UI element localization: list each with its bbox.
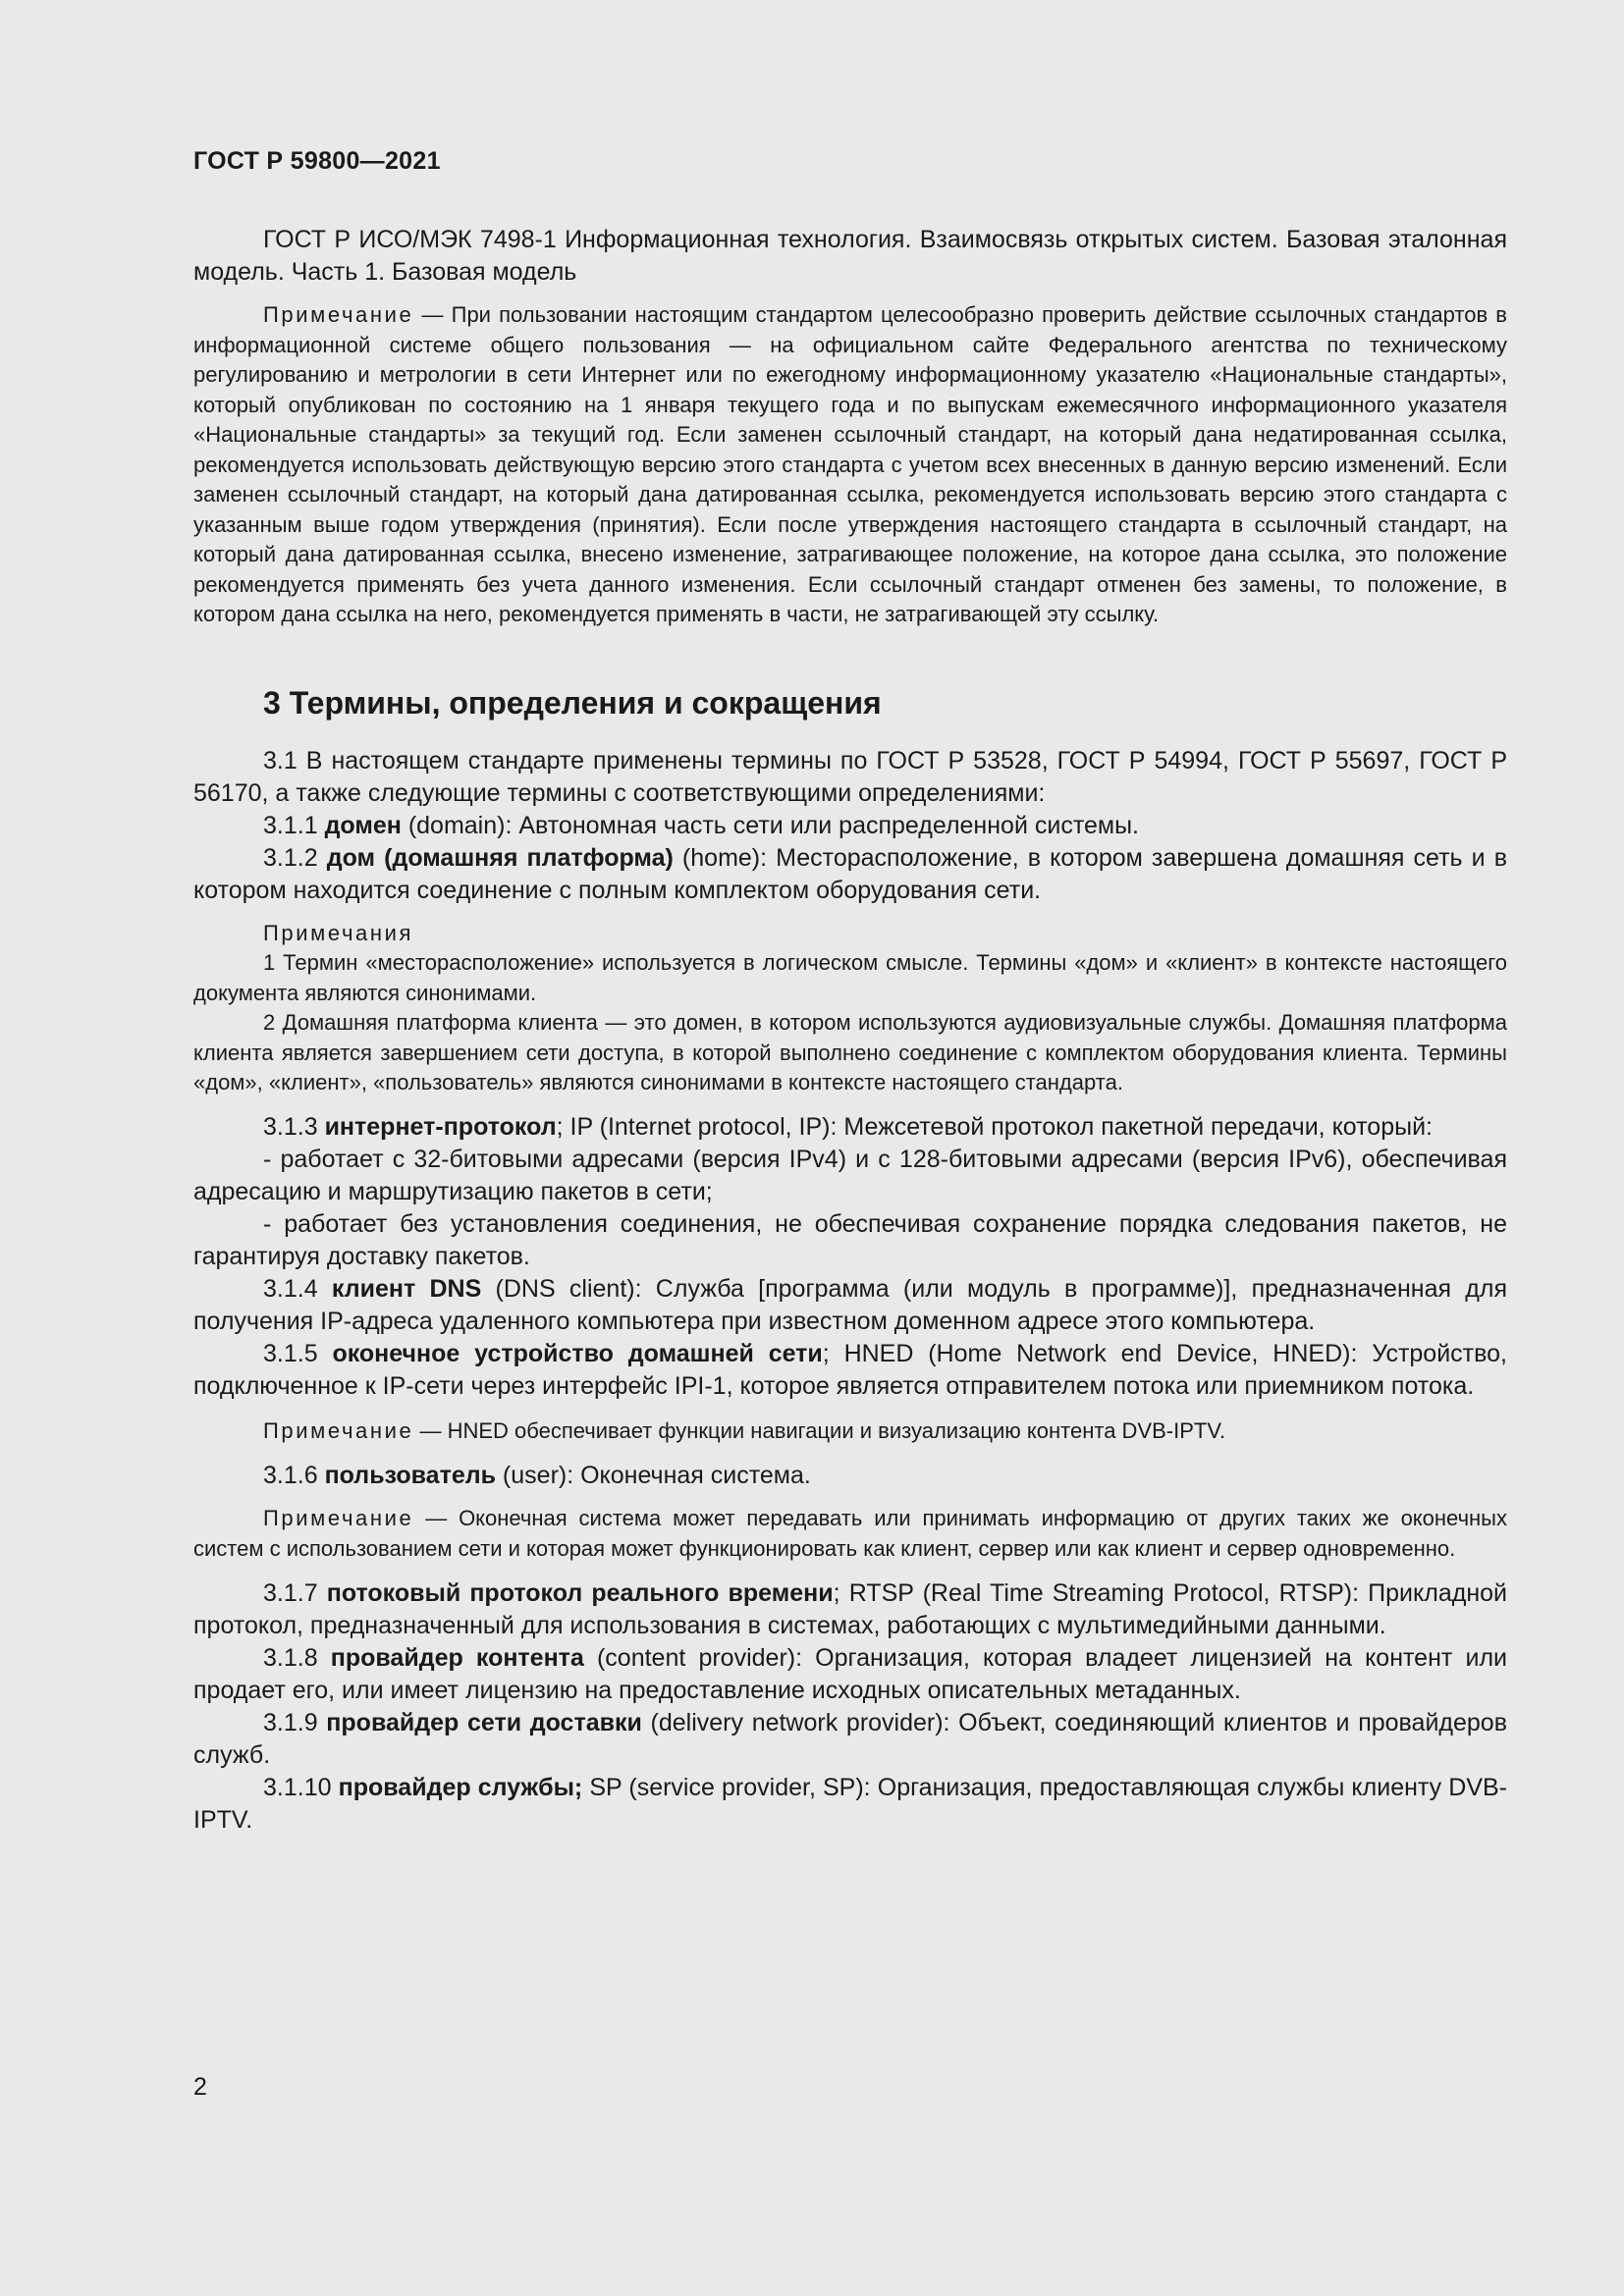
page-content [193,224,1507,1837]
term-number: 3.1.7 [263,1579,327,1607]
note-3-1-2-1: 1 Термин «месторасположение» используется в логическом смысле. Термины «дом» и «клиент» в контексте настоящего документа являются синонимами. [193,950,1507,1005]
term-definition: ; IP (Internet protocol, IP): Межсетевой протокол пакетной передачи, который: [556,1112,1433,1141]
term-number: 3.1.5 [263,1339,333,1367]
term-definition: ; RTSP (Real Time Streaming Protocol, RTSP): Прикладной протокол, предназначенный для использования в системах, работающих с мультимедийными данными. [193,1579,1507,1639]
term-number: 3.1.8 [263,1644,331,1672]
term-definition: (DNS client): Служба [программа (или модуль в программе)], предназначенная для получения IP-адреса удаленного компьютера при известном доменном адресе этого компьютера. [193,1274,1507,1335]
notes-label [193,919,1507,949]
term-number: 3.1.3 [263,1112,325,1141]
term-3-1-3 [193,1111,1507,1144]
term-3-1-4 [193,1273,1507,1338]
term-definition: (delivery network provider): Объект, соединяющий клиентов и провайдеров служб. [193,1709,1507,1769]
term-name: дом (домашняя платформа) [326,843,674,872]
term-name: оконечное устройство домашней сети [332,1339,823,1367]
note-label: Примечание [263,302,414,327]
term-3-1-2 [193,842,1507,907]
term-definition: ; HNED (Home Network end Device, HNED): Устройство, подключенное к IP-сети через интерфейс IPI-1, которое является отправителем потока или приемником потока. [193,1339,1507,1400]
term-3-1-9 [193,1707,1507,1772]
section-heading: 3 Термины, определения и сокращения [263,684,882,721]
term-name: потоковый протокол реального времени [326,1579,834,1607]
note-text: HNED обеспечивает функции навигации и визуализацию контента DVB-IPTV. [447,1417,1226,1443]
term-name: клиент DNS [331,1274,482,1303]
note-dash: — [413,302,452,327]
note-label: Примечание [263,1417,414,1443]
term-number: 3.1.1 [263,811,325,839]
term-definition: (domain): Автономная часть сети или распределенной системы. [401,811,1139,839]
term-name: провайдер службы; [338,1774,583,1801]
term-name: провайдер контента [330,1644,584,1672]
term-3-1-1 [193,810,1507,842]
page-number: 2 [193,2073,207,2101]
term-3-1-7 [193,1577,1507,1642]
note-references [193,300,1507,630]
term-definition: (home): Месторасположение, в котором завершена домашняя сеть и в котором находится соединение с полным комплектом оборудования сети. [193,843,1507,904]
term-3-1-8 [193,1642,1507,1707]
term-3-1-5 [193,1338,1507,1403]
note-3-1-6 [193,1504,1507,1564]
note-text: При пользовании настоящим стандартом целесообразно проверить действие ссылочных стандартов в информационной системе общего пользования — на официальном сайте Федерального агентства по техническому регулированию и метрологии в сети Интернет или по ежегодному информационному указателю «Национальные стандарты», который опубликован по состоянию на 1 января текущего года и по выпускам ежемесячного информационного указателя «Национальные стандарты» за текущий год. Если заменен ссылочный стандарт, на который дана недатированная ссылка, рекомендуется использовать действующую версию этого стандарта с учетом всех внесенных в данную версию изменений. Если заменен ссылочный стандарт, на который дана датированная ссылка, рекомендуется использовать версию этого стандарта с указанным выше годом утверждения (принятия). Если после утверждения настоящего стандарта в ссылочный стандарт, на который дана датированная ссылка, внесено изменение, затрагивающее положение, на которое дана ссылка, это положение рекомендуется применять без учета данного изменения. Если ссылочный стандарт отменен без замены, то положение, в котором дана ссылка на него, рекомендуется применять в части, не затрагивающей эту ссылку. [193,302,1507,626]
note-dash: — [413,1417,448,1443]
term-3-1-6 [193,1460,1507,1492]
term-number: 3.1.4 [263,1274,332,1303]
term-definition: SP (service provider, SP): Организация, предоставляющая службы клиенту DVB-IPTV. [193,1774,1507,1834]
term-number: 3.1.2 [263,843,327,872]
term-3-1-3-item-2: - работает без установления соединения, не обеспечивая сохранение порядка следования пакетов, не гарантируя доставку пакетов. [193,1209,1507,1270]
term-3-1-10 [193,1772,1507,1837]
term-3-1-3-item-1: - работает с 32-битовыми адресами (версия IPv4) и с 128-битовыми адресами (версия IPv6), обеспечивая адресацию и маршрутизацию пакетов в сети; [193,1145,1507,1205]
term-name: провайдер сети доставки [326,1709,642,1736]
term-number: 3.1.9 [263,1709,327,1736]
term-definition: (content provider): Организация, которая владеет лицензией на контент или продает его, или имеет лицензию на предоставление исходных описательных метаданных. [193,1644,1507,1704]
term-name: интернет-протокол [324,1112,557,1141]
term-definition: (user): Оконечная система. [495,1462,811,1489]
term-number: 3.1.6 [263,1462,325,1489]
term-name: домен [324,811,402,839]
note-dash: — [413,1506,460,1530]
reference-iso-7498: ГОСТ Р ИСО/МЭК 7498-1 Информационная технология. Взаимосвязь открытых систем. Базовая эталонная модель. Часть 1. Базовая модель [193,226,1507,286]
term-number: 3.1.10 [263,1774,339,1801]
term-name: пользователь [324,1462,496,1489]
note-text: Оконечная система может передавать или принимать информацию от других таких же оконечных систем с использованием сети и которая может функционировать как клиент, сервер или как клиент и сервер одновременно. [193,1506,1507,1561]
notes-label-text: Примечания [263,920,414,945]
note-label: Примечание [263,1506,414,1530]
section-intro: 3.1 В настоящем стандарте применены термины по ГОСТ Р 53528, ГОСТ Р 54994, ГОСТ Р 55697, ГОСТ Р 56170, а также следующие термины с соответствующими определениями: [193,746,1507,807]
note-3-1-5 [193,1416,1507,1447]
note-3-1-2-2: 2 Домашняя платформа клиента — это домен, в котором используются аудиовизуальные службы. Домашняя платформа клиента является завершением сети доступа, в которой выполнено соединение с комплектом оборудования клиента. Термины «дом», «клиент», «пользователь» являются синонимами в контексте настоящего стандарта. [193,1010,1507,1095]
document-header: ГОСТ Р 59800—2021 [193,147,441,175]
